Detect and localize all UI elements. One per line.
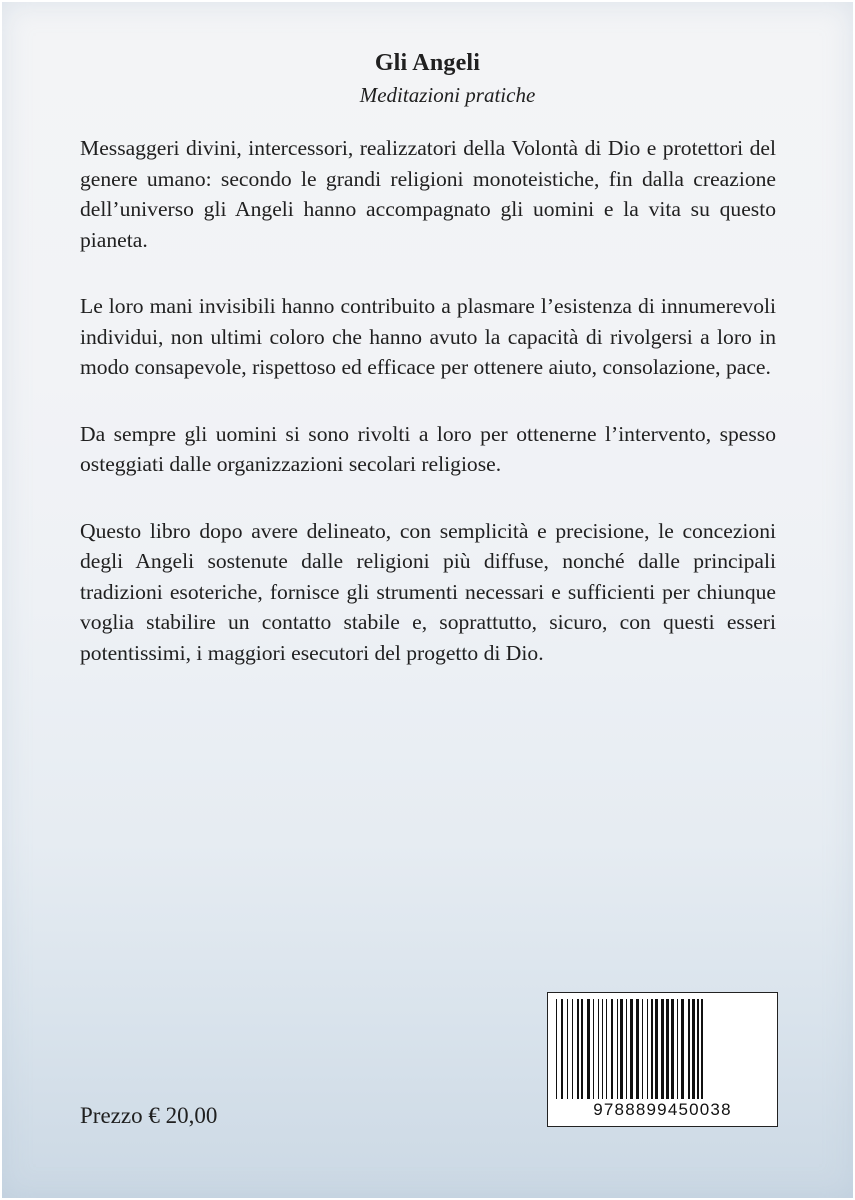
barcode-bar (701, 999, 703, 1099)
barcode-bar (581, 999, 583, 1099)
barcode-bar (567, 999, 568, 1099)
paragraph-2: Le loro mani invisibili hanno contribuito a plasmare l’esistenza di innumerevoli individui, non ultimi coloro che hanno avuto la capacità di rivolgersi a loro in modo consapevole, rispettoso ed efficace per ottenere aiuto, consolazione, pace. (80, 294, 776, 379)
barcode-bar (677, 999, 678, 1099)
barcode-digits: 9788899450038 (593, 1100, 732, 1119)
isbn-barcode (547, 992, 778, 1127)
barcode-bar (642, 999, 643, 1099)
barcode-bar (587, 999, 590, 1099)
barcode-bar (572, 999, 573, 1099)
barcode-bar (561, 999, 563, 1099)
barcode-bar (598, 999, 599, 1099)
barcode-bar (602, 999, 603, 1099)
barcode-bar (636, 999, 639, 1099)
paragraph-3: Da sempre gli uomini si sono rivolti a loro per ottenerne l’intervento, spesso osteggiati dalle organizzazioni secolari religiose. (80, 421, 776, 476)
blurb-text (80, 133, 776, 704)
barcode-bar (617, 999, 618, 1099)
barcode-bar (697, 999, 699, 1099)
barcode-bar (630, 999, 633, 1099)
price-label: Prezzo € 20,00 (80, 1103, 218, 1128)
barcode-bar (577, 999, 579, 1099)
barcode-bar (661, 999, 664, 1099)
barcode-bar (692, 999, 695, 1099)
paragraph-4: Questo libro dopo avere delineato, con semplicità e precisione, le concezioni degli Angeli sostenute dalle religioni più diffuse, nonché dalle principali tradizioni esoteriche, fornisce gli strumenti necessari e sufficienti per chiunque voglia stabilire un contatto stabile e, soprattutto, sicuro, con questi esseri potentissimi, i maggiori esecutori del progetto di Dio. (80, 518, 776, 665)
barcode-bar (606, 999, 607, 1099)
barcode-bar (593, 999, 594, 1099)
barcode-bar (666, 999, 669, 1099)
barcode-bar (556, 999, 557, 1099)
title-block (0, 50, 855, 108)
paragraph-1: Messaggeri divini, intercessori, realizzatori della Volontà di Dio e protettori del genere umano: secondo le grandi religioni monoteistiche, fin dalla creazione dell’universo gli Angeli hanno accompagnato gli uomini e la vita su questo pianeta. (80, 136, 776, 252)
book-subtitle: Meditazioni pratiche (359, 83, 536, 107)
barcode-bar (651, 999, 653, 1099)
barcode-bar (655, 999, 658, 1099)
barcode-bar (681, 999, 684, 1099)
barcode-bars (554, 999, 771, 1099)
barcode-bar (620, 999, 623, 1099)
book-title: Gli Angeli (374, 50, 481, 76)
barcode-bar (688, 999, 690, 1099)
barcode-bar (671, 999, 674, 1099)
barcode-bar (626, 999, 627, 1099)
barcode-bar (611, 999, 613, 1099)
barcode-bar (647, 999, 648, 1099)
